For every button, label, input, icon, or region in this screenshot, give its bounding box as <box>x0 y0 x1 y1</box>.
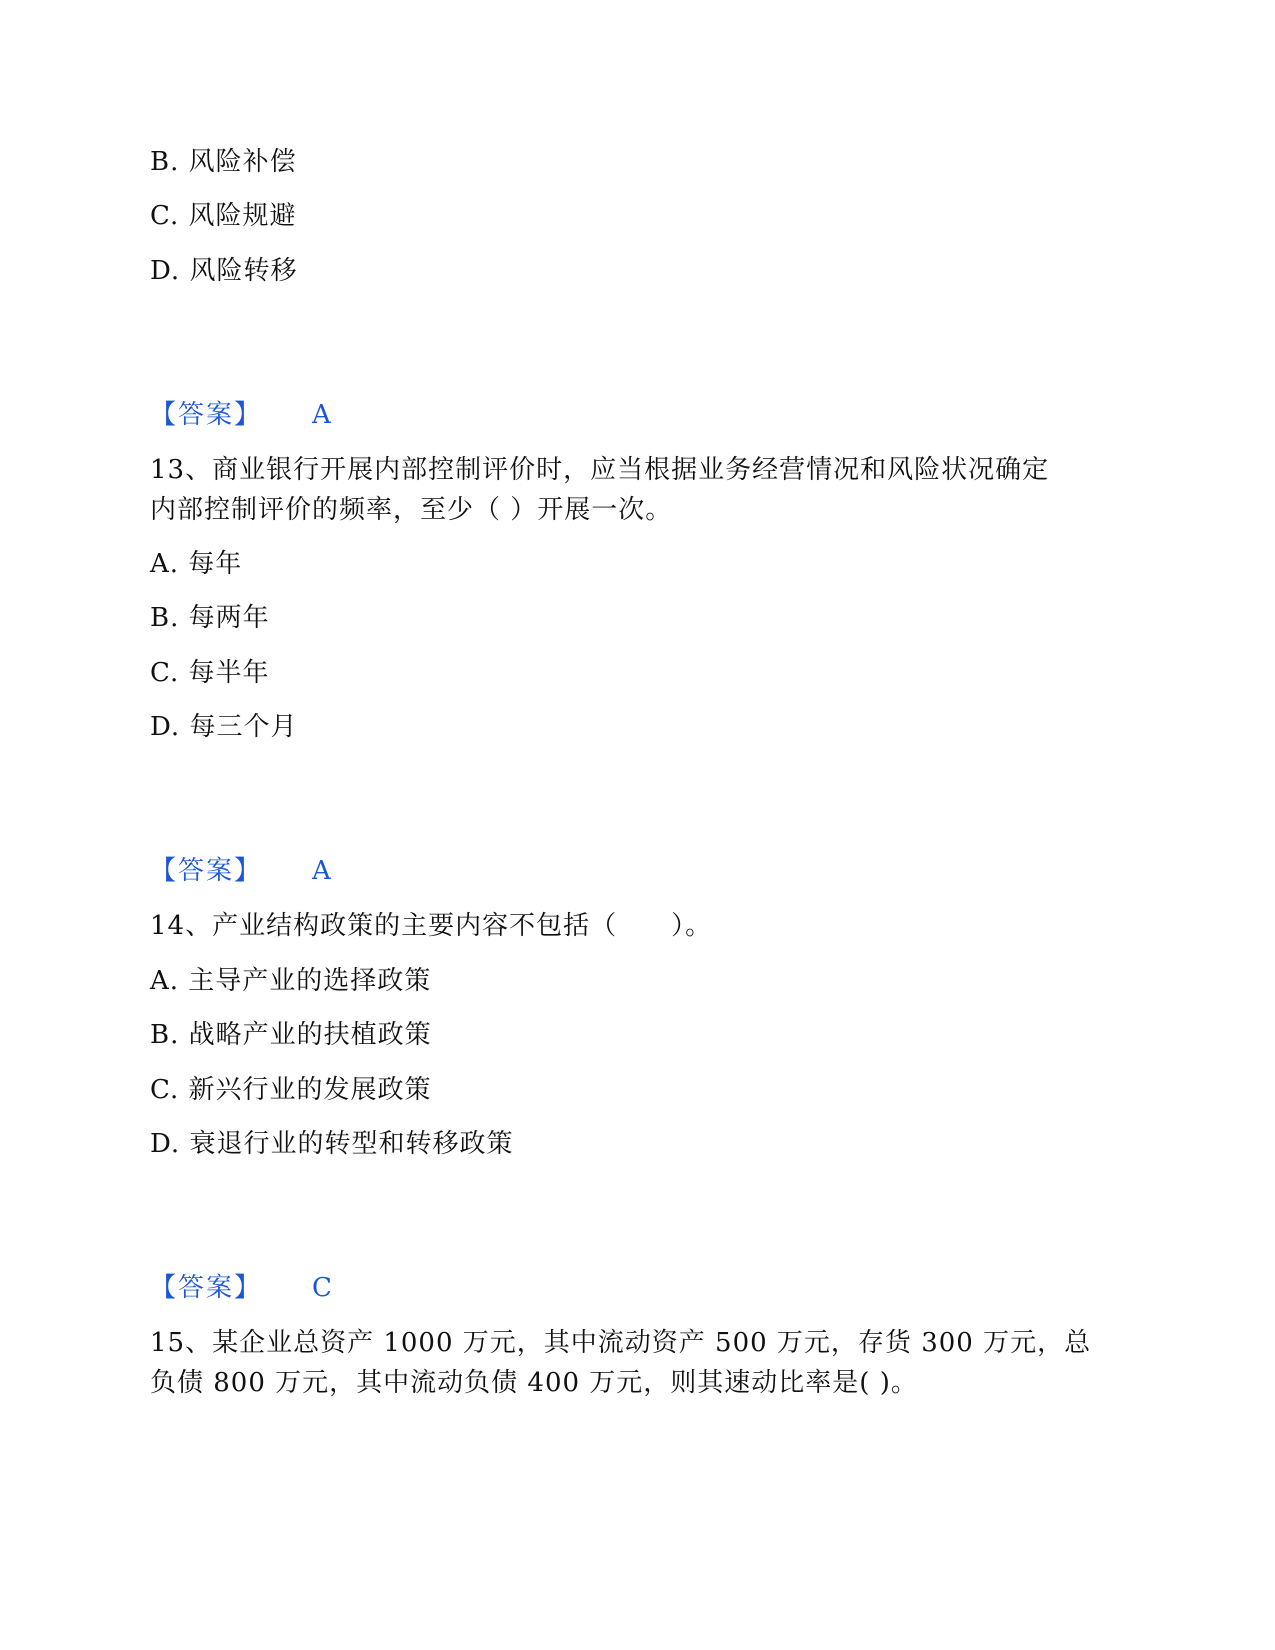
q13-stem-line-1: 13、商业银行开展内部控制评价时，应当根据业务经营情况和风险状况确定 <box>150 455 1050 485</box>
q13-option-b: B. 每两年 <box>150 603 270 633</box>
answer-tag: 【答案】 <box>150 400 263 430</box>
q12-option-d: D. 风险转移 <box>150 256 298 286</box>
answer-value: A <box>312 400 331 430</box>
q13-option-c: C. 每半年 <box>150 658 270 688</box>
q13-answer <box>150 856 331 886</box>
q13-option-d: D. 每三个月 <box>150 712 298 742</box>
answer-value: C <box>312 1273 332 1303</box>
q14-answer <box>150 1273 332 1303</box>
q14-option-b: B. 战略产业的扶植政策 <box>150 1020 432 1050</box>
q12-option-b: B. 风险补偿 <box>150 147 297 177</box>
q14-option-d: D. 衰退行业的转型和转移政策 <box>150 1129 514 1159</box>
q13-stem-line-2: 内部控制评价的频率，至少（ ）开展一次。 <box>150 495 673 525</box>
q12-option-c: C. 风险规避 <box>150 201 297 231</box>
q14-option-a: A. 主导产业的选择政策 <box>150 966 432 996</box>
q13-option-a: A. 每年 <box>150 549 243 579</box>
answer-tag: 【答案】 <box>150 1273 263 1303</box>
answer-value: A <box>312 856 331 886</box>
q14-stem-line-1: 14、产业结构政策的主要内容不包括（ ）。 <box>150 911 713 941</box>
q12-answer <box>150 400 331 430</box>
q14-option-c: C. 新兴行业的发展政策 <box>150 1075 432 1105</box>
answer-tag: 【答案】 <box>150 856 263 886</box>
q15-stem-line-2: 负债 800 万元，其中流动负债 400 万元，则其速动比率是( )。 <box>150 1368 918 1398</box>
q15-stem-line-1: 15、某企业总资产 1000 万元，其中流动资产 500 万元，存货 300 万元，总 <box>150 1328 1092 1358</box>
